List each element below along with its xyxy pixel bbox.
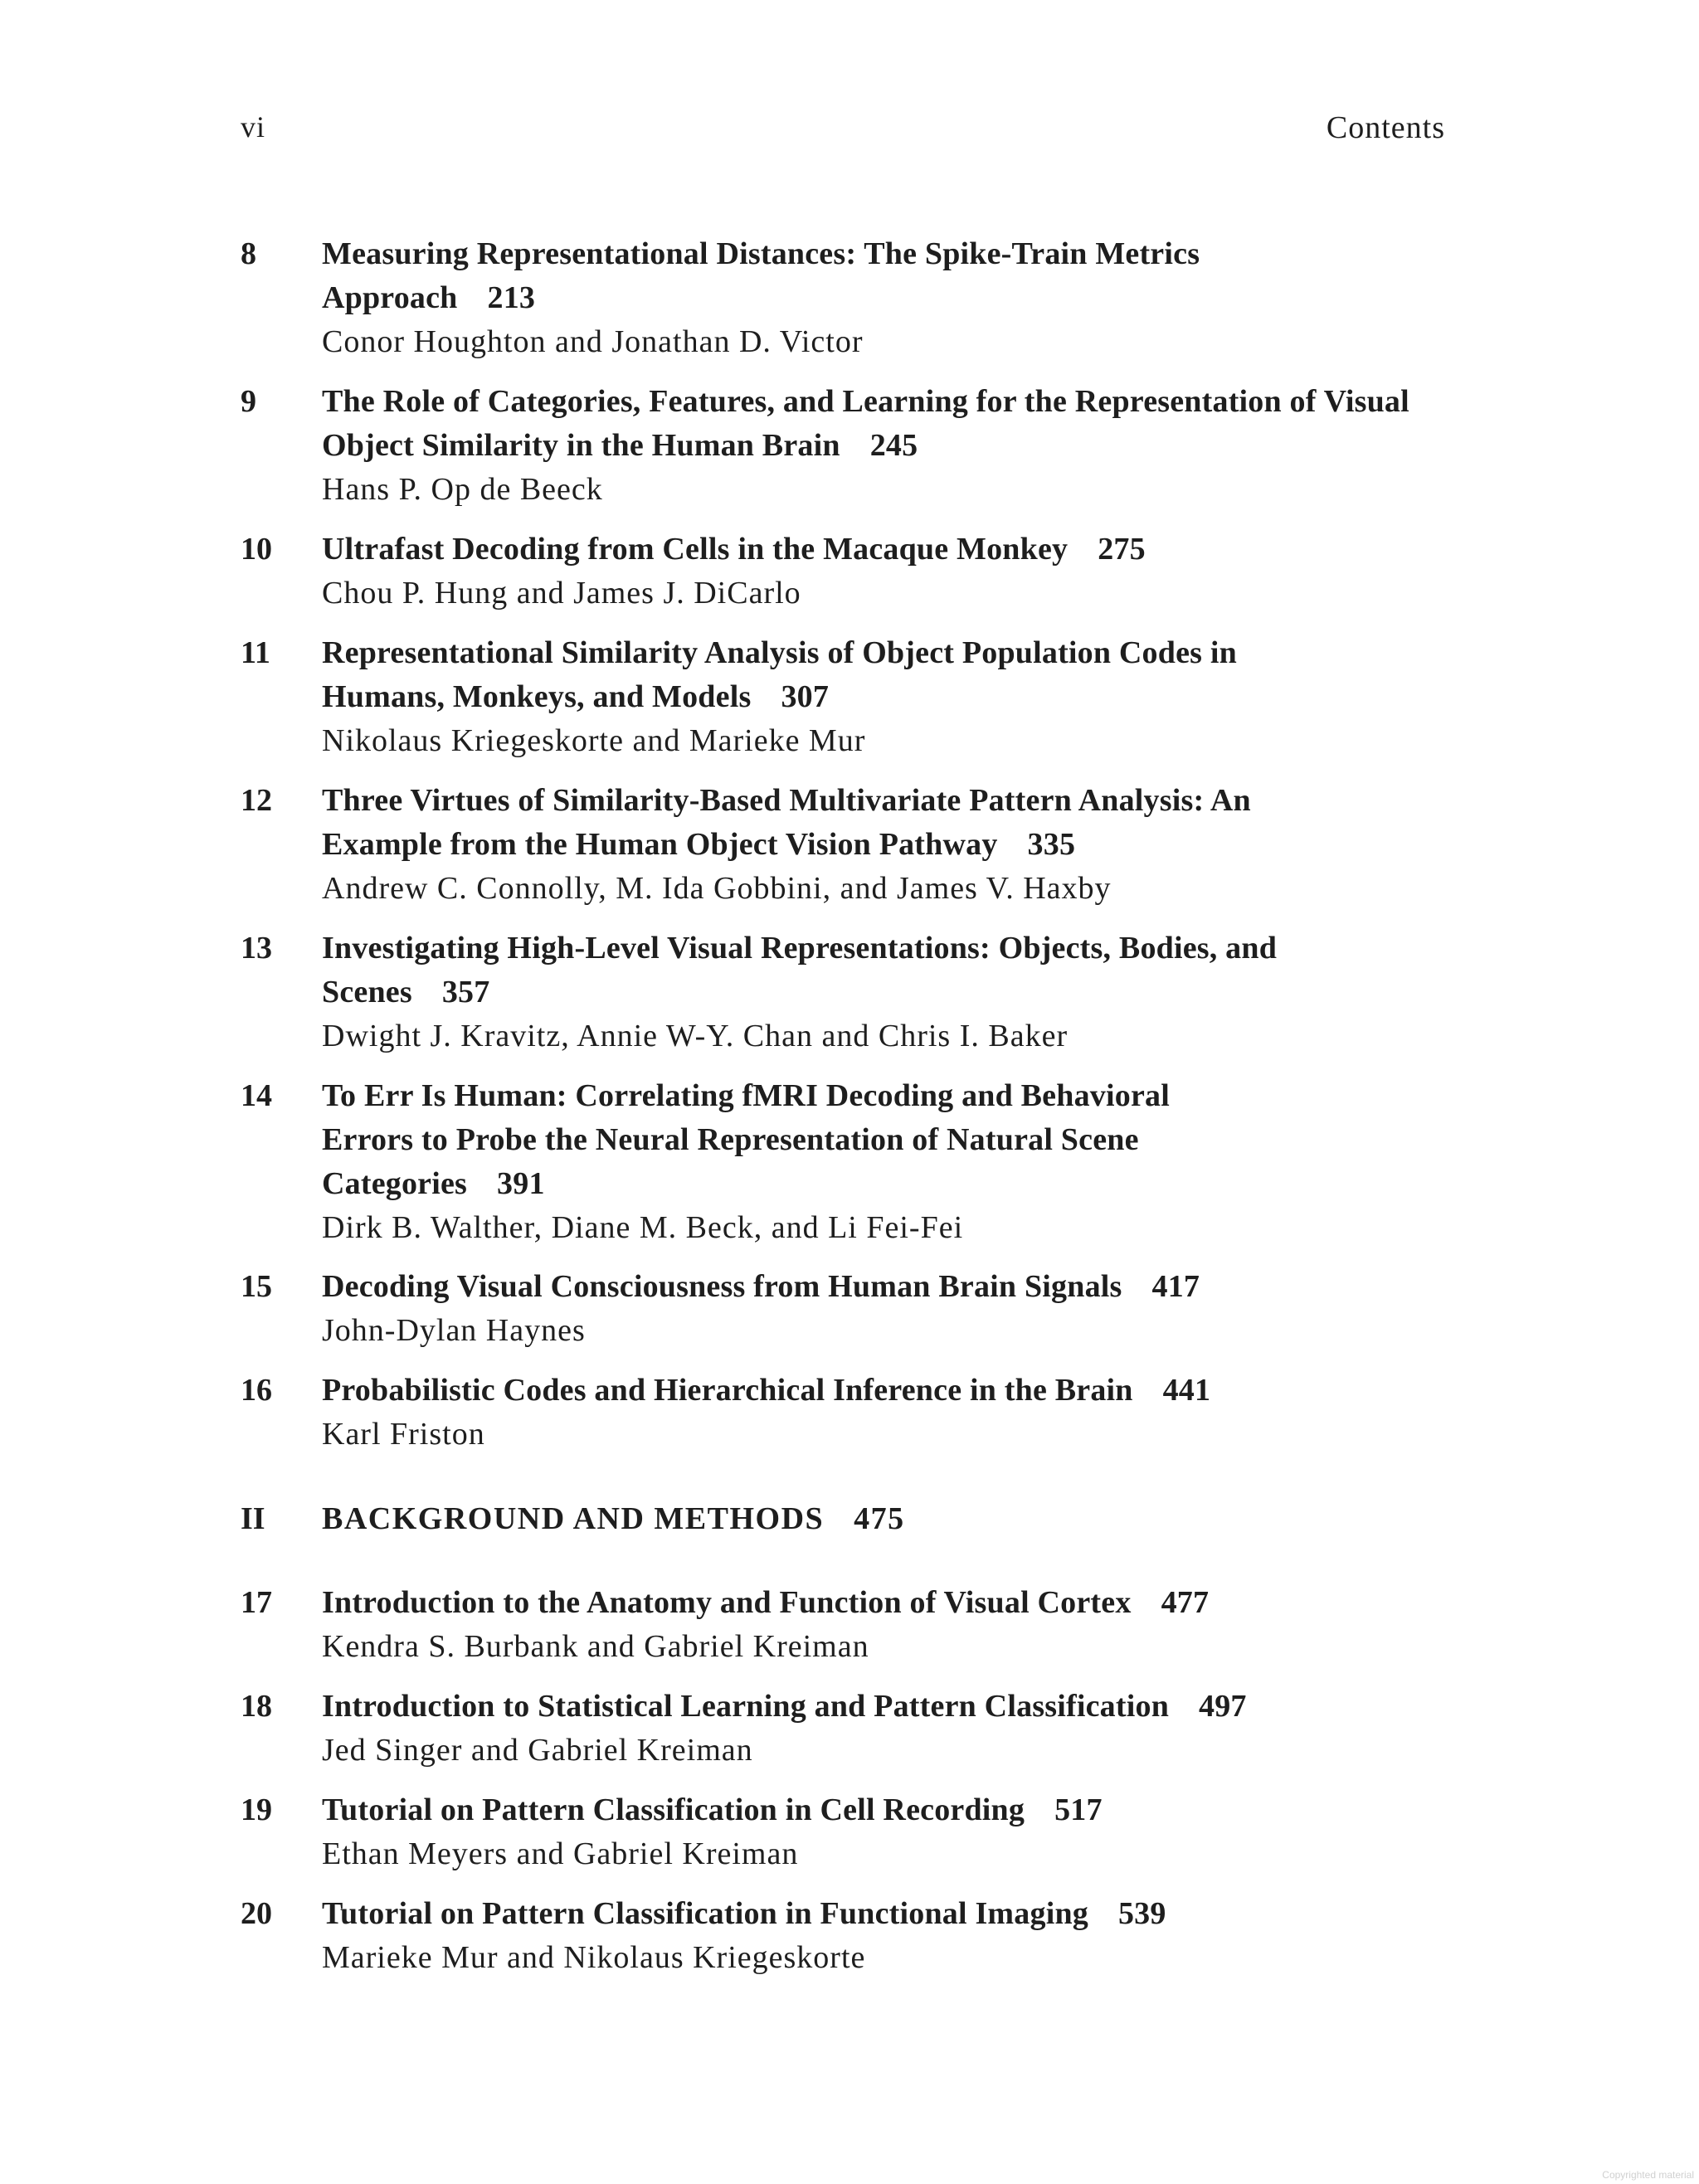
toc-entry-11[interactable] (241, 631, 1443, 763)
chapter-number: 11 (241, 635, 270, 670)
chapter-page: 245 (869, 428, 918, 463)
chapter-page: 477 (1161, 1585, 1210, 1620)
chapter-number: 8 (241, 236, 256, 271)
chapter-page: 517 (1054, 1792, 1103, 1827)
chapter-page: 213 (487, 280, 536, 315)
chapter-page: 497 (1199, 1689, 1247, 1724)
chapter-number: 9 (241, 384, 256, 419)
chapter-authors: Conor Houghton and Jonathan D. Victor (322, 324, 864, 359)
chapter-title: Probabilistic Codes and Hierarchical Inference in the Brain 441 (322, 1373, 1211, 1408)
chapter-authors: Dwight J. Kravitz, Annie W-Y. Chan and Chris I. Baker (322, 1019, 1069, 1053)
toc-entry-19[interactable] (241, 1788, 1443, 1876)
toc-entry-20[interactable] (241, 1892, 1443, 1980)
toc-entry-13[interactable] (241, 927, 1443, 1058)
chapter-authors: John-Dylan Haynes (322, 1313, 586, 1348)
chapter-page: 307 (781, 679, 830, 714)
part-number: II (241, 1501, 265, 1536)
chapter-number: 19 (241, 1792, 272, 1827)
chapter-number: 13 (241, 931, 272, 966)
toc-entry-15[interactable] (241, 1265, 1443, 1353)
running-head: Contents (1326, 110, 1445, 145)
toc-entry-8[interactable] (241, 232, 1443, 364)
toc-entry-14[interactable] (241, 1074, 1443, 1250)
chapter-authors: Kendra S. Burbank and Gabriel Kreiman (322, 1629, 869, 1664)
chapter-title: Tutorial on Pattern Classification in Cell Recording 517 (322, 1792, 1103, 1827)
chapter-page: 275 (1098, 532, 1146, 567)
chapter-title: Introduction to the Anatomy and Function of Visual Cortex 477 (322, 1585, 1210, 1620)
chapter-number: 20 (241, 1896, 272, 1931)
toc-entry-12[interactable] (241, 779, 1443, 911)
chapter-number: 17 (241, 1585, 272, 1620)
copyright-watermark: Copyrighted material (1602, 2169, 1694, 2181)
chapter-page: 391 (497, 1166, 545, 1201)
chapter-title: Tutorial on Pattern Classification in Functional Imaging 539 (322, 1896, 1166, 1931)
chapter-page: 441 (1162, 1373, 1211, 1408)
chapter-page: 357 (441, 975, 490, 1009)
chapter-authors: Nikolaus Kriegeskorte and Marieke Mur (322, 723, 866, 758)
chapter-authors: Andrew C. Connolly, M. Ida Gobbini, and James V. Haxby (322, 871, 1112, 906)
chapter-number: 10 (241, 532, 272, 567)
chapter-title: Decoding Visual Consciousness from Human Brain Signals 417 (322, 1269, 1200, 1304)
part-title: BACKGROUND AND METHODS 475 (322, 1501, 905, 1536)
chapter-number: 18 (241, 1689, 272, 1724)
chapter-title: Representational Similarity Analysis of Object Population Codes in Humans, Monkeys, and Models 307 (322, 635, 1237, 714)
chapter-authors: Chou P. Hung and James J. DiCarlo (322, 576, 801, 610)
chapter-title: Investigating High-Level Visual Representations: Objects, Bodies, and Scenes 357 (322, 931, 1278, 1009)
chapter-number: 12 (241, 783, 272, 818)
chapter-authors: Marieke Mur and Nikolaus Kriegeskorte (322, 1940, 866, 1975)
page-number: vi (241, 110, 266, 143)
toc-entry-17[interactable] (241, 1581, 1443, 1669)
chapter-number: 14 (241, 1078, 272, 1113)
toc-entry-9[interactable] (241, 380, 1443, 512)
chapter-page: 539 (1117, 1896, 1166, 1931)
chapter-authors: Dirk B. Walther, Diane M. Beck, and Li Fei-Fei (322, 1210, 964, 1245)
chapter-authors: Karl Friston (322, 1417, 485, 1452)
chapter-number: 15 (241, 1269, 272, 1304)
chapter-authors: Hans P. Op de Beeck (322, 472, 603, 507)
toc-entry-16[interactable] (241, 1369, 1443, 1457)
chapter-number: 16 (241, 1373, 272, 1408)
toc-part-ii[interactable] (241, 1497, 1443, 1541)
chapter-title: To Err Is Human: Correlating fMRI Decoding and Behavioral Errors to Probe the Neural Representation of Natural Scene Categories 391 (322, 1078, 1170, 1201)
chapter-title: The Role of Categories, Features, and Learning for the Representation of Visual Object Similarity in the Human Brain 245 (322, 384, 1409, 463)
toc-entry-18[interactable] (241, 1685, 1443, 1773)
chapter-title: Introduction to Statistical Learning and Pattern Classification 497 (322, 1689, 1247, 1724)
chapter-authors: Ethan Meyers and Gabriel Kreiman (322, 1836, 799, 1871)
chapter-page: 417 (1151, 1269, 1200, 1304)
chapter-title: Three Virtues of Similarity-Based Multivariate Pattern Analysis: An Example from the Human Object Vision Pathway 335 (322, 783, 1251, 862)
chapter-title: Measuring Representational Distances: The Spike-Train Metrics Approach 213 (322, 236, 1200, 315)
chapter-title: Ultrafast Decoding from Cells in the Macaque Monkey 275 (322, 532, 1146, 567)
chapter-page: 335 (1027, 827, 1076, 862)
chapter-authors: Jed Singer and Gabriel Kreiman (322, 1733, 753, 1768)
toc-entry-10[interactable] (241, 528, 1443, 615)
part-page: 475 (854, 1501, 905, 1536)
